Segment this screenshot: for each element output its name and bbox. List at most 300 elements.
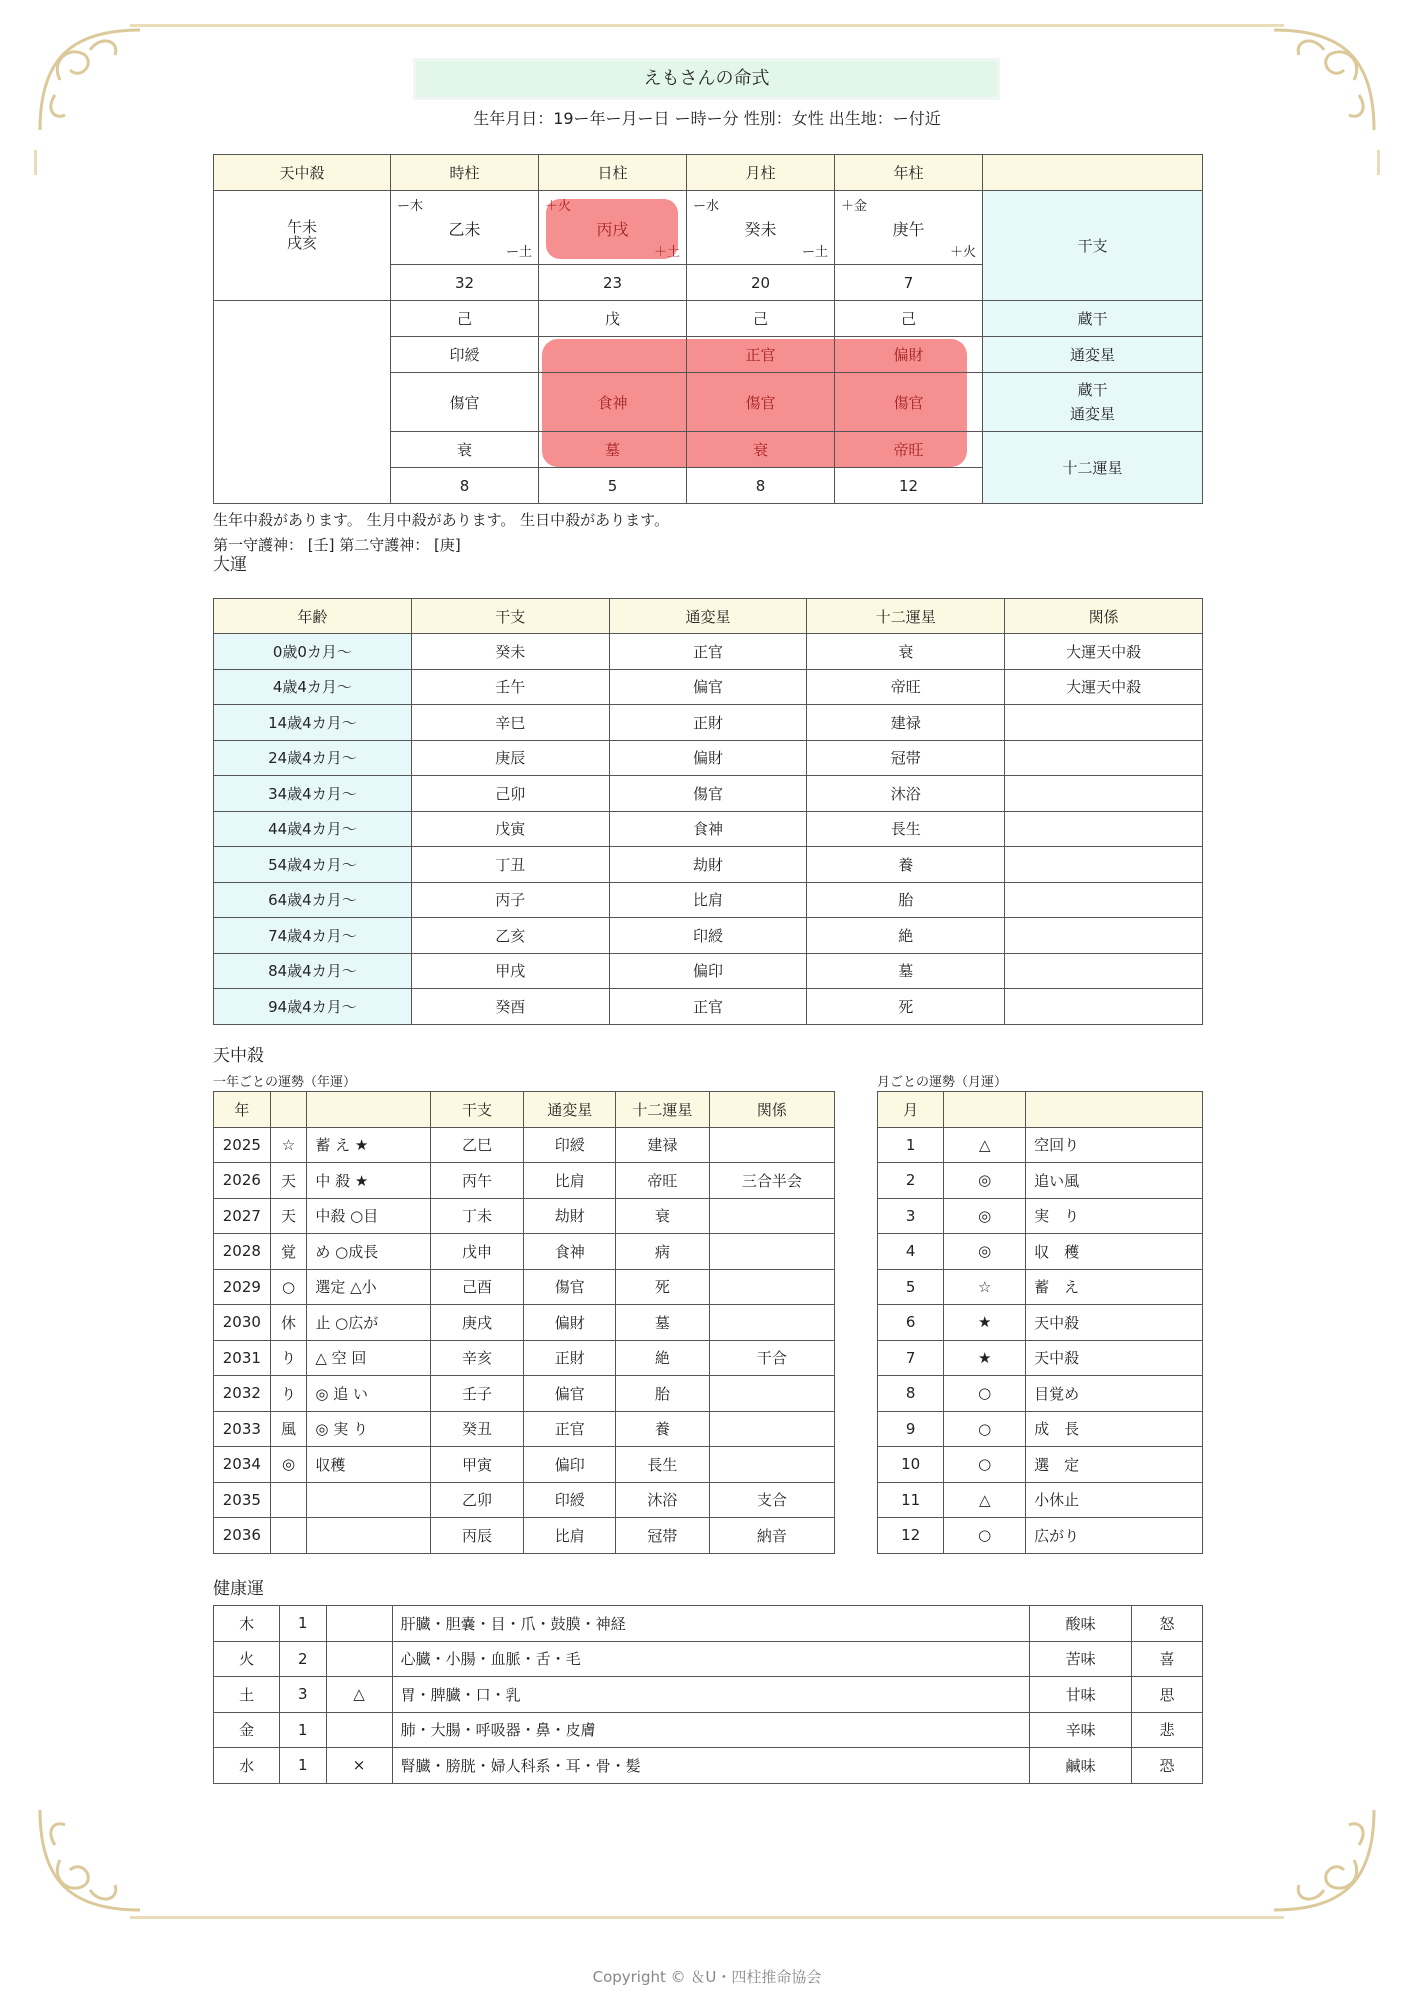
taiun-cell: 建禄 xyxy=(807,705,1005,741)
yearly-cell: 2033 xyxy=(214,1411,271,1447)
taiun-cell: 丁丑 xyxy=(411,847,609,883)
yearly-cell xyxy=(270,1518,307,1554)
yearly-row xyxy=(214,1234,835,1270)
yearly-cell: 印綬 xyxy=(524,1482,616,1518)
monthly-cell: ○ xyxy=(944,1411,1026,1447)
monthly-cell: ○ xyxy=(944,1376,1026,1412)
frame-left-line xyxy=(34,150,37,175)
pillar-number: 23 xyxy=(539,265,687,301)
yearly-row xyxy=(214,1127,835,1163)
ornament-top-right-icon xyxy=(1264,20,1384,140)
yearly-cell: ◎ xyxy=(270,1447,307,1483)
monthly-cell: 7 xyxy=(878,1340,944,1376)
yearly-cell: 絶 xyxy=(616,1340,710,1376)
yearly-cell: 比肩 xyxy=(524,1518,616,1554)
taiun-cell xyxy=(1005,953,1203,989)
yearly-cell: 三合半会 xyxy=(709,1163,834,1199)
monthly-cell: 追い風 xyxy=(1026,1163,1203,1199)
taiun-cell: 長生 xyxy=(807,811,1005,847)
monthly-cell: 3 xyxy=(878,1198,944,1234)
tenchusatsu-cell xyxy=(214,191,391,301)
taiun-header: 十二運星 xyxy=(807,599,1005,634)
yearly-cell: 2032 xyxy=(214,1376,271,1412)
monthly-cell: ★ xyxy=(944,1305,1026,1341)
yearly-cell: ☆ xyxy=(270,1127,307,1163)
health-row xyxy=(214,1606,1203,1642)
monthly-cell: 空回り xyxy=(1026,1127,1203,1163)
taiun-cell: 0歳0カ月〜 xyxy=(214,634,412,670)
yearly-cell: 乙巳 xyxy=(430,1127,524,1163)
health-cell: 悲 xyxy=(1131,1712,1202,1748)
health-cell: 怒 xyxy=(1131,1606,1202,1642)
yearly-cell: 死 xyxy=(616,1269,710,1305)
yearly-cell: 風 xyxy=(270,1411,307,1447)
tenchusatsu-blank xyxy=(214,301,391,504)
monthly-header: 月 xyxy=(878,1092,944,1128)
tenchusatsu-1: 午未 xyxy=(286,218,317,236)
taiun-row xyxy=(214,634,1203,670)
tsuhen-cell: 偏財 xyxy=(835,337,983,373)
yearly-cell: 沐浴 xyxy=(616,1482,710,1518)
yearly-header: 干支 xyxy=(430,1092,524,1128)
yearly-cell xyxy=(709,1305,834,1341)
taiun-cell: 辛巳 xyxy=(411,705,609,741)
health-cell: 金 xyxy=(214,1712,280,1748)
health-cell xyxy=(326,1606,392,1642)
element-label: ー土 xyxy=(505,245,532,260)
monthly-row xyxy=(878,1127,1203,1163)
taiun-cell: 比肩 xyxy=(609,882,807,918)
taiun-row xyxy=(214,776,1203,812)
health-cell: 1 xyxy=(280,1606,326,1642)
health-cell: 1 xyxy=(280,1748,326,1784)
header-hour-pillar: 時柱 xyxy=(391,155,539,191)
taiun-cell: 14歳4カ月〜 xyxy=(214,705,412,741)
yearly-row xyxy=(214,1518,835,1554)
tenchusatsu-2: 戌亥 xyxy=(286,234,317,252)
frame-right-line xyxy=(1377,150,1380,175)
taiun-cell: 大運天中殺 xyxy=(1005,634,1203,670)
taiun-row xyxy=(214,918,1203,954)
yearly-cell: 丁未 xyxy=(430,1198,524,1234)
taiun-header: 関係 xyxy=(1005,599,1203,634)
monthly-cell: 2 xyxy=(878,1163,944,1199)
yearly-cell: 食神 xyxy=(524,1234,616,1270)
section-taiun: 大運 xyxy=(213,555,247,575)
taiun-cell xyxy=(1005,989,1203,1025)
yearly-cell: 養 xyxy=(616,1411,710,1447)
taiun-cell: 印綬 xyxy=(609,918,807,954)
stem-branch: 丙戌 xyxy=(596,220,629,239)
monthly-cell: ○ xyxy=(944,1518,1026,1554)
pillar-month xyxy=(687,191,835,265)
side-zouka: 蔵干 xyxy=(983,301,1203,337)
health-cell: 腎臓・膀胱・婦人科系・耳・骨・髪 xyxy=(392,1748,1030,1784)
monthly-table xyxy=(877,1091,1203,1554)
taiun-cell: 養 xyxy=(807,847,1005,883)
yearly-row xyxy=(214,1482,835,1518)
yearly-cell: 癸丑 xyxy=(430,1411,524,1447)
taiun-cell: 傷官 xyxy=(609,776,807,812)
yearly-cell: 2029 xyxy=(214,1269,271,1305)
ornament-top-left-icon xyxy=(30,20,150,140)
health-cell xyxy=(326,1641,392,1677)
zouka-cell: 己 xyxy=(391,301,539,337)
taiun-cell xyxy=(1005,847,1203,883)
health-cell: △ xyxy=(326,1677,392,1713)
side-zouka-tsuhen xyxy=(983,373,1203,432)
monthly-row xyxy=(878,1198,1203,1234)
yearly-cell: 丙辰 xyxy=(430,1518,524,1554)
ornament-bottom-left-icon xyxy=(30,1800,150,1920)
health-cell: 甘味 xyxy=(1030,1677,1132,1713)
taiun-cell: 死 xyxy=(807,989,1005,1025)
yearly-cell: 偏官 xyxy=(524,1376,616,1412)
monthly-row xyxy=(878,1305,1203,1341)
pillar-day xyxy=(539,191,687,265)
taiun-cell: 沐浴 xyxy=(807,776,1005,812)
yearly-header-row xyxy=(214,1092,835,1128)
health-cell: 恐 xyxy=(1131,1748,1202,1784)
taiun-cell xyxy=(1005,811,1203,847)
health-row xyxy=(214,1641,1203,1677)
monthly-row xyxy=(878,1376,1203,1412)
health-cell: 思 xyxy=(1131,1677,1202,1713)
monthly-cell: ◎ xyxy=(944,1163,1026,1199)
yearly-cell: 病 xyxy=(616,1234,710,1270)
taiun-header: 干支 xyxy=(411,599,609,634)
yearly-caption: 一年ごとの運勢（年運） xyxy=(213,1075,357,1090)
taiun-cell: 偏財 xyxy=(609,740,807,776)
yearly-cell: 正官 xyxy=(524,1411,616,1447)
taiun-cell: 94歳4カ月〜 xyxy=(214,989,412,1025)
monthly-cell: 8 xyxy=(878,1376,944,1412)
yearly-cell: 印綬 xyxy=(524,1127,616,1163)
taiun-cell: 偏印 xyxy=(609,953,807,989)
yearly-header xyxy=(307,1092,430,1128)
yearly-header: 通変星 xyxy=(524,1092,616,1128)
section-health: 健康運 xyxy=(213,1579,264,1599)
monthly-cell: ◎ xyxy=(944,1198,1026,1234)
yearly-cell: 2034 xyxy=(214,1447,271,1483)
health-cell: 胃・脾臓・口・乳 xyxy=(392,1677,1030,1713)
monthly-row xyxy=(878,1447,1203,1483)
zouka-cell: 戊 xyxy=(539,301,687,337)
zouka-tsuhen-cell: 傷官 xyxy=(835,373,983,432)
monthly-cell: ☆ xyxy=(944,1269,1026,1305)
yearly-header: 年 xyxy=(214,1092,271,1128)
pillar-year xyxy=(835,191,983,265)
yearly-row xyxy=(214,1163,835,1199)
taiun-cell: 劫財 xyxy=(609,847,807,883)
yearly-row xyxy=(214,1411,835,1447)
yearly-cell: 天 xyxy=(270,1163,307,1199)
yearly-cell: ◎ 実 り xyxy=(307,1411,430,1447)
health-cell: 心臓・小腸・血脈・舌・毛 xyxy=(392,1641,1030,1677)
yearly-cell: 支合 xyxy=(709,1482,834,1518)
monthly-row xyxy=(878,1163,1203,1199)
monthly-row xyxy=(878,1411,1203,1447)
element-label: ー水 xyxy=(693,199,720,214)
zouka-tsuhen-cell: 食神 xyxy=(539,373,687,432)
monthly-cell: 天中殺 xyxy=(1026,1305,1203,1341)
taiun-row xyxy=(214,705,1203,741)
yearly-cell xyxy=(307,1518,430,1554)
monthly-cell: 11 xyxy=(878,1482,944,1518)
yearly-header: 十二運星 xyxy=(616,1092,710,1128)
yearly-cell: 庚戌 xyxy=(430,1305,524,1341)
monthly-cell: 4 xyxy=(878,1234,944,1270)
element-label: ＋金 xyxy=(841,199,868,214)
pillar-hour xyxy=(391,191,539,265)
taiun-table xyxy=(213,598,1203,1025)
monthly-cell: 10 xyxy=(878,1447,944,1483)
pillar-number: 7 xyxy=(835,265,983,301)
health-row xyxy=(214,1712,1203,1748)
section-tenchusatsu: 天中殺 xyxy=(213,1046,264,1066)
yearly-cell: 2031 xyxy=(214,1340,271,1376)
yearly-cell: ○ xyxy=(270,1269,307,1305)
yearly-cell xyxy=(307,1482,430,1518)
side-tsuhen: 通変星 xyxy=(983,337,1203,373)
taiun-cell xyxy=(1005,740,1203,776)
monthly-row xyxy=(878,1340,1203,1376)
zouka-cell: 己 xyxy=(835,301,983,337)
page-title: えもさんの命式 xyxy=(413,58,1000,100)
monthly-cell: 広がり xyxy=(1026,1518,1203,1554)
yearly-cell: 止 ○広が xyxy=(307,1305,430,1341)
monthly-cell: 蓄 え xyxy=(1026,1269,1203,1305)
yearly-cell xyxy=(270,1482,307,1518)
unsei-cell: 衰 xyxy=(687,432,835,468)
taiun-cell: 正官 xyxy=(609,634,807,670)
monthly-cell: 実 り xyxy=(1026,1198,1203,1234)
health-row xyxy=(214,1677,1203,1713)
health-cell: 木 xyxy=(214,1606,280,1642)
taiun-row xyxy=(214,847,1203,883)
yearly-header xyxy=(270,1092,307,1128)
monthly-cell: 目覚め xyxy=(1026,1376,1203,1412)
yearly-row xyxy=(214,1198,835,1234)
taiun-cell: 癸未 xyxy=(411,634,609,670)
health-cell: × xyxy=(326,1748,392,1784)
yearly-cell xyxy=(709,1127,834,1163)
tenchusatsu-note: 生年中殺があります。 生月中殺があります。 生日中殺があります。 xyxy=(213,511,669,529)
taiun-cell: 84歳4カ月〜 xyxy=(214,953,412,989)
yearly-cell: 己酉 xyxy=(430,1269,524,1305)
monthly-cell: △ xyxy=(944,1482,1026,1518)
yearly-cell: 胎 xyxy=(616,1376,710,1412)
monthly-cell: ★ xyxy=(944,1340,1026,1376)
yearly-cell: り xyxy=(270,1376,307,1412)
taiun-cell: 甲戌 xyxy=(411,953,609,989)
yearly-cell: 偏財 xyxy=(524,1305,616,1341)
side-kanshi: 干支 xyxy=(983,191,1203,301)
header-tenchusatsu: 天中殺 xyxy=(214,155,391,191)
monthly-cell: 5 xyxy=(878,1269,944,1305)
element-label: ＋火 xyxy=(949,245,976,260)
zouka-tsuhen-cell: 傷官 xyxy=(391,373,539,432)
taiun-header: 年齢 xyxy=(214,599,412,634)
taiun-cell: 34歳4カ月〜 xyxy=(214,776,412,812)
monthly-header xyxy=(1026,1092,1203,1128)
unsei-cell: 衰 xyxy=(391,432,539,468)
yearly-cell: 建禄 xyxy=(616,1127,710,1163)
unsei-cell: 帝旺 xyxy=(835,432,983,468)
pillar-number: 20 xyxy=(687,265,835,301)
yearly-cell: 選定 △小 xyxy=(307,1269,430,1305)
health-cell: 喜 xyxy=(1131,1641,1202,1677)
ornament-bottom-right-icon xyxy=(1264,1800,1384,1920)
health-cell xyxy=(326,1712,392,1748)
taiun-cell: 食神 xyxy=(609,811,807,847)
tsuhen-cell: 正官 xyxy=(687,337,835,373)
yearly-cell: 干合 xyxy=(709,1340,834,1376)
unsei-number: 5 xyxy=(539,468,687,504)
health-cell: 火 xyxy=(214,1641,280,1677)
health-cell: 苦味 xyxy=(1030,1641,1132,1677)
yearly-cell xyxy=(709,1411,834,1447)
monthly-header-row xyxy=(878,1092,1203,1128)
monthly-cell: 1 xyxy=(878,1127,944,1163)
taiun-header: 通変星 xyxy=(609,599,807,634)
yearly-cell: 壬子 xyxy=(430,1376,524,1412)
yearly-cell: 衰 xyxy=(616,1198,710,1234)
health-cell: 酸味 xyxy=(1030,1606,1132,1642)
frame-top-line xyxy=(130,24,1284,27)
unsei-cell: 墓 xyxy=(539,432,687,468)
monthly-cell: 選 定 xyxy=(1026,1447,1203,1483)
taiun-cell: 冠帯 xyxy=(807,740,1005,776)
monthly-cell: ○ xyxy=(944,1447,1026,1483)
yearly-row xyxy=(214,1305,835,1341)
yearly-cell: 2030 xyxy=(214,1305,271,1341)
yearly-cell: 比肩 xyxy=(524,1163,616,1199)
taiun-cell: 64歳4カ月〜 xyxy=(214,882,412,918)
taiun-cell: 墓 xyxy=(807,953,1005,989)
monthly-cell: 6 xyxy=(878,1305,944,1341)
yearly-cell: 覚 xyxy=(270,1234,307,1270)
side-unsei: 十二運星 xyxy=(983,432,1203,504)
taiun-cell: 庚辰 xyxy=(411,740,609,776)
taiun-cell: 44歳4カ月〜 xyxy=(214,811,412,847)
taiun-cell: 己卯 xyxy=(411,776,609,812)
stem-branch: 乙未 xyxy=(448,220,481,239)
taiun-cell xyxy=(1005,705,1203,741)
yearly-cell: 収穫 xyxy=(307,1447,430,1483)
taiun-cell: 正財 xyxy=(609,705,807,741)
pillar-number: 32 xyxy=(391,265,539,301)
unsei-number: 12 xyxy=(835,468,983,504)
header-year-pillar: 年柱 xyxy=(835,155,983,191)
health-cell: 肝臓・胆嚢・目・爪・鼓膜・神経 xyxy=(392,1606,1030,1642)
health-cell: 土 xyxy=(214,1677,280,1713)
element-label: ＋火 xyxy=(545,199,572,214)
health-table xyxy=(213,1605,1203,1784)
taiun-cell: 偏官 xyxy=(609,669,807,705)
unsei-number: 8 xyxy=(391,468,539,504)
yearly-cell: ◎ 追 い xyxy=(307,1376,430,1412)
copyright: Copyright © ＆U・四柱推命協会 xyxy=(592,1968,822,1986)
yearly-cell: 2036 xyxy=(214,1518,271,1554)
taiun-row xyxy=(214,740,1203,776)
yearly-cell xyxy=(709,1234,834,1270)
yearly-cell: 中 殺 ★ xyxy=(307,1163,430,1199)
taiun-cell: 衰 xyxy=(807,634,1005,670)
yearly-row xyxy=(214,1447,835,1483)
monthly-cell: ◎ xyxy=(944,1234,1026,1270)
yearly-row xyxy=(214,1376,835,1412)
taiun-cell: 絶 xyxy=(807,918,1005,954)
yearly-cell: 2026 xyxy=(214,1163,271,1199)
yearly-cell: 2025 xyxy=(214,1127,271,1163)
yearly-cell xyxy=(709,1198,834,1234)
taiun-cell: 24歳4カ月〜 xyxy=(214,740,412,776)
taiun-cell xyxy=(1005,776,1203,812)
taiun-cell: 癸酉 xyxy=(411,989,609,1025)
taiun-cell: 胎 xyxy=(807,882,1005,918)
monthly-row xyxy=(878,1482,1203,1518)
taiun-cell: 54歳4カ月〜 xyxy=(214,847,412,883)
taiun-cell: 正官 xyxy=(609,989,807,1025)
yearly-cell xyxy=(709,1269,834,1305)
yearly-cell: 2027 xyxy=(214,1198,271,1234)
yearly-cell: △ 空 回 xyxy=(307,1340,430,1376)
health-cell: 肺・大腸・呼吸器・鼻・皮膚 xyxy=(392,1712,1030,1748)
header-month-pillar: 月柱 xyxy=(687,155,835,191)
yearly-cell: 蓄 え ★ xyxy=(307,1127,430,1163)
taiun-row xyxy=(214,989,1203,1025)
health-cell: 水 xyxy=(214,1748,280,1784)
monthly-caption: 月ごとの運勢（月運） xyxy=(877,1075,1008,1090)
yearly-cell: 帝旺 xyxy=(616,1163,710,1199)
zouka-cell: 己 xyxy=(687,301,835,337)
yearly-cell: 2028 xyxy=(214,1234,271,1270)
yearly-cell: 正財 xyxy=(524,1340,616,1376)
taiun-cell xyxy=(1005,882,1203,918)
yearly-cell: 墓 xyxy=(616,1305,710,1341)
yearly-cell: 戊申 xyxy=(430,1234,524,1270)
taiun-cell: 74歳4カ月〜 xyxy=(214,918,412,954)
zouka-tsuhen-cell: 傷官 xyxy=(687,373,835,432)
yearly-cell: 中殺 ○目 xyxy=(307,1198,430,1234)
yearly-table xyxy=(213,1091,835,1554)
health-cell: 2 xyxy=(280,1641,326,1677)
monthly-cell: 成 長 xyxy=(1026,1411,1203,1447)
yearly-cell: 辛亥 xyxy=(430,1340,524,1376)
tsuhen-cell xyxy=(539,337,687,373)
taiun-row xyxy=(214,811,1203,847)
yearly-cell: 休 xyxy=(270,1305,307,1341)
yearly-row xyxy=(214,1340,835,1376)
yearly-cell: 丙午 xyxy=(430,1163,524,1199)
taiun-cell: 帝旺 xyxy=(807,669,1005,705)
yearly-cell: 納音 xyxy=(709,1518,834,1554)
taiun-header-row xyxy=(214,599,1203,634)
monthly-cell: △ xyxy=(944,1127,1026,1163)
tsuhen-cell: 印綬 xyxy=(391,337,539,373)
yearly-cell: 長生 xyxy=(616,1447,710,1483)
yearly-cell: 天 xyxy=(270,1198,307,1234)
side-zouka-tsuhen-2: 通変星 xyxy=(1069,405,1115,423)
frame-bottom-line xyxy=(130,1916,1284,1919)
yearly-cell: め ○成長 xyxy=(307,1234,430,1270)
health-row xyxy=(214,1748,1203,1784)
element-label: ー木 xyxy=(397,199,424,214)
health-cell: 1 xyxy=(280,1712,326,1748)
yearly-row xyxy=(214,1269,835,1305)
monthly-cell: 12 xyxy=(878,1518,944,1554)
